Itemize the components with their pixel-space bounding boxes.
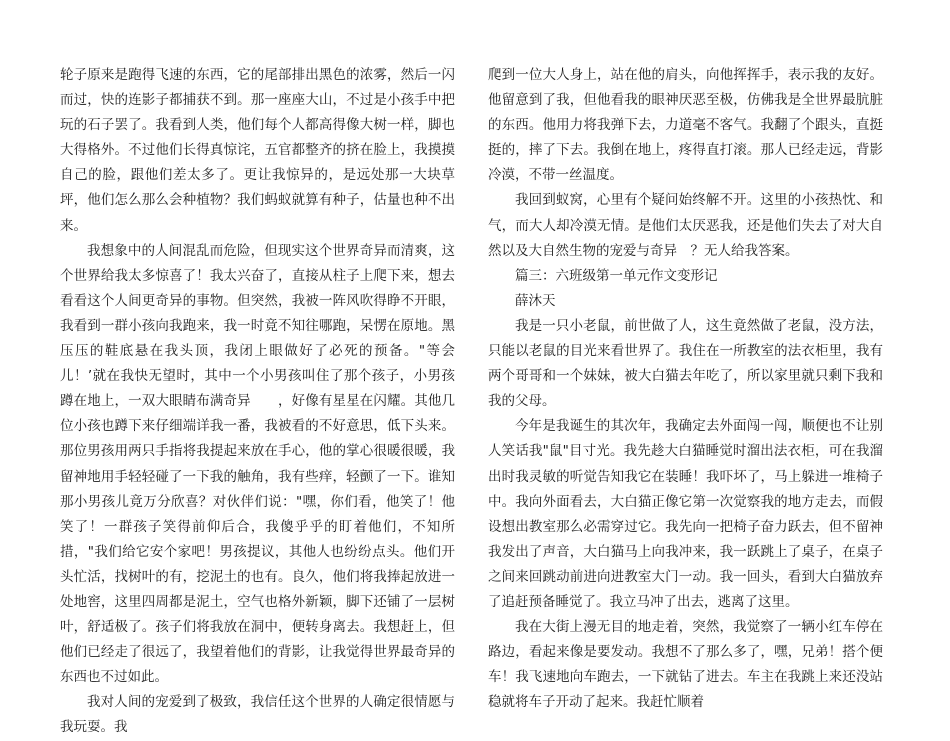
paragraph: 我想象中的人间混乱而危险，但现实这个世界奇异而清爽，这个世界给我太多惊喜了！我太兴奋了，直接从柱子上爬下来，想去看看这个人间更奇异的事物。但突然，我被一阵风吹得睁不开眼，我看到一群小孩向我跑来，我一时竟不知往哪跑，呆愣在原地。黑压压的鞋底悬在我头顶，我闭上眼做好了必死的预备。"等会儿！’就在我快无望时，其中一个小男孩叫住了那个孩子，小男孩蹲在地上，一双大眼睛布满奇异 ，好像有星星在闪耀。其他几位小孩也蹲下来仔细端详我一番，我被看的不好意思，低下头来。那位男孩用两只手指将我提起来放在手心，他的掌心很暖很暖，我留神地用手轻轻碰了一下我的触角，我有些痒，轻颤了一下。谁知那小男孩儿竟万分欣喜？对伙伴们说："嘿，你们看，他笑了！他笑了！一群孩子笑得前仰后合，我傻乎乎的盯着他们，不知所措，"我们给它安个家吧！男孩提议，其他人也纷纷点头。他们开头忙活，找树叶的有，挖泥土的也有。良久，他们将我捧起放进一处地窖，这里四周都是泥土，空气也格外新颖，脚下还铺了一层树叶，舒适极了。孩子们将我放在洞中，便转身离去。我想赶上，但他们已经走了很远了，我望着他们的背影，让我觉得世界最奇异的东西也不过如此。 [60,242,455,686]
paragraph: 我是一只小老鼠，前世做了人，这生竟然做了老鼠，没方法，只能以老鼠的目光来看世界了。我住在一所教室的法衣柜里，我有两个哥哥和一个妹妹，被大白猫去年吃了，所以家里就只剩下我和我的父母。 [488,317,883,410]
paragraph: 爬到一位大人身上，站在他的肩头，向他挥挥手，表示我的友好。他留意到了我，但他看我的眼神厌恶至极，仿佛我是全世界最肮脏的东西。他用力将我弹下去，力道毫不客气。我翻了个跟头，直挺挺的，摔了下去。我倒在地上，疼得直打滚。那人已经走远，背影冷漠，不带一丝温度。 [488,67,883,184]
paragraph: 我回到蚁窝，心里有个疑问始终解不开。这里的小孩热忱、和气，而大人却冷漠无情。是他们太厌恶我，还是他们失去了对大自然以及大自然生物的宠爱与奇异 ？无人给我答案。 [488,192,883,259]
paragraph: 我在大街上漫无目的地走着，突然，我觉察了一辆小红车停在路边，看起来像是要发动。我想不了那么多了，嘿，兄弟！搭个便车！我飞速地向车跑去，一下就钻了进去。车主在我跳上来还没站稳就将车子开动了起来。我赶忙顺着 [488,619,883,711]
paragraph: 我对人间的宠爱到了极致，我信任这个世界的人确定很情愿与我玩耍。我 [60,694,455,736]
section-title: 篇三：六班级第一单元作文变形记 [515,267,718,284]
paragraph: 轮子原来是跑得飞速的东西，它的尾部排出黑色的浓雾，然后一闪而过，快的连影子都捕获不到。那一座座大山，不过是小孩手中把玩的石子罢了。我看到人类，他们每个人都高得像大树一样，脚也大得格外。不过他们长得真惊诧，五官都整齐的挤在脸上，我摸摸自己的脸，跟他们差太多了。更让我惊异的，是远处那一大块草坪，他们怎么那么会种植物？我们蚂蚁就算有种子，估量也种不出来。 [60,67,455,234]
paragraph: 今年是我诞生的其次年，我确定去外面闯一闯，顺便也不让别人笑话我"鼠"目寸光。我先趁大白猫睡觉时溜出法衣柜，可在我溜出时我灵敏的听觉告知我它在装睡！我吓坏了，马上躲进一堆椅子中。我向外面看去，大白猫正像它第一次觉察我的地方走去，而假设想出教室那么必需穿过它。我先向一把椅子奋力跃去，但不留神我发出了声音，大白猫马上向我冲来，我一跃跳上了桌子，在桌子之间来回跳动前进向进教室大门一动。我一回头，看到大白猫放弃了追赶预备睡觉了。我立马冲了出去，逃离了这里。 [488,418,883,610]
left-text-column [60,63,455,741]
right-text-column [488,63,883,715]
author-name: 薛沐天 [515,292,556,309]
